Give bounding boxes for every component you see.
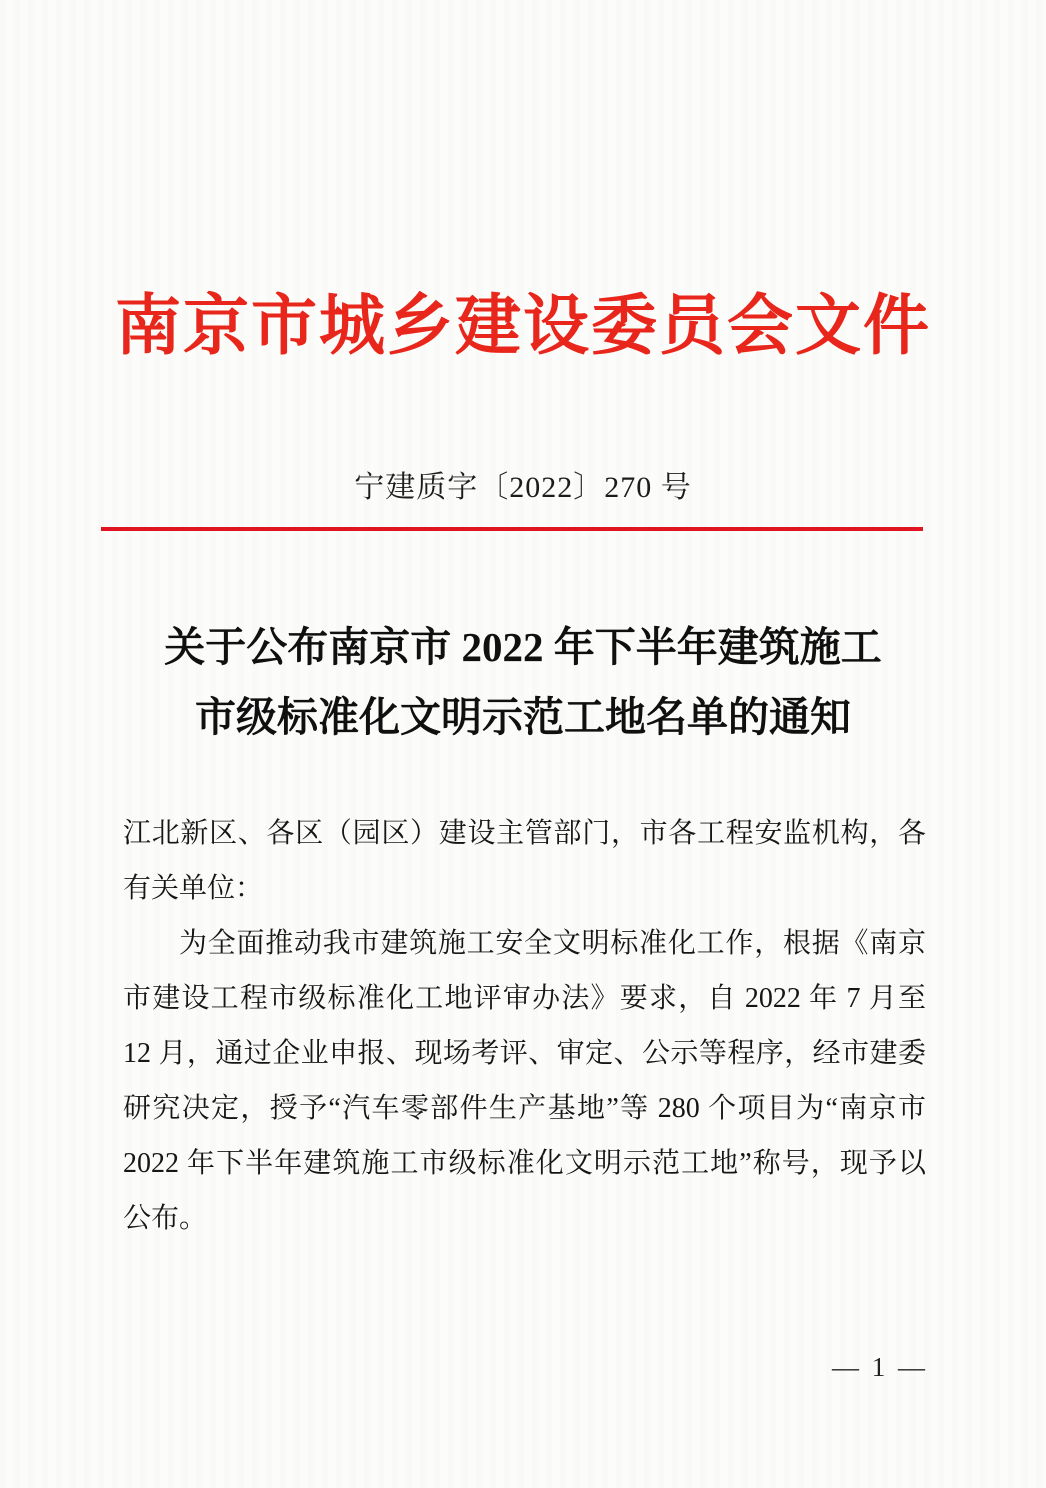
red-header-org-title: 南京市城乡建设委员会文件 <box>115 290 931 363</box>
body-paragraph2-line3: 12 月，通过企业申报、现场考评、审定、公示等程序，经市建委 <box>123 1038 926 1069</box>
body-paragraph1-line1: 江北新区、各区（园区）建设主管部门，市各工程安监机构，各 <box>123 818 926 849</box>
red-divider-line <box>101 527 923 531</box>
notice-title <box>0 612 1046 752</box>
notice-title-line1: 关于公布南京市 2022 年下半年建筑施工 <box>164 624 882 670</box>
body-paragraph2-line5: 2022 年下半年建筑施工市级标准化文明示范工地”称号，现予以 <box>123 1148 926 1179</box>
body-paragraph2-line4: 研究决定，授予“汽车零部件生产基地”等 280 个项目为“南京市 <box>123 1093 926 1124</box>
body-paragraph1-line2: 有关单位： <box>123 873 264 904</box>
document-number: 宁建质字〔2022〕270 号 <box>354 471 692 504</box>
notice-title-line2: 市级标准化文明示范工地名单的通知 <box>195 694 851 740</box>
body-paragraph2-line1: 为全面推动我市建筑施工安全文明标准化工作，根据《南京 <box>179 928 926 959</box>
page-number: — 1 — <box>832 1352 928 1382</box>
document-body <box>123 806 926 1246</box>
body-paragraph2-line6: 公布。 <box>123 1203 208 1234</box>
body-paragraph2-line2: 市建设工程市级标准化工地评审办法》要求，自 2022 年 7 月至 <box>123 983 926 1014</box>
